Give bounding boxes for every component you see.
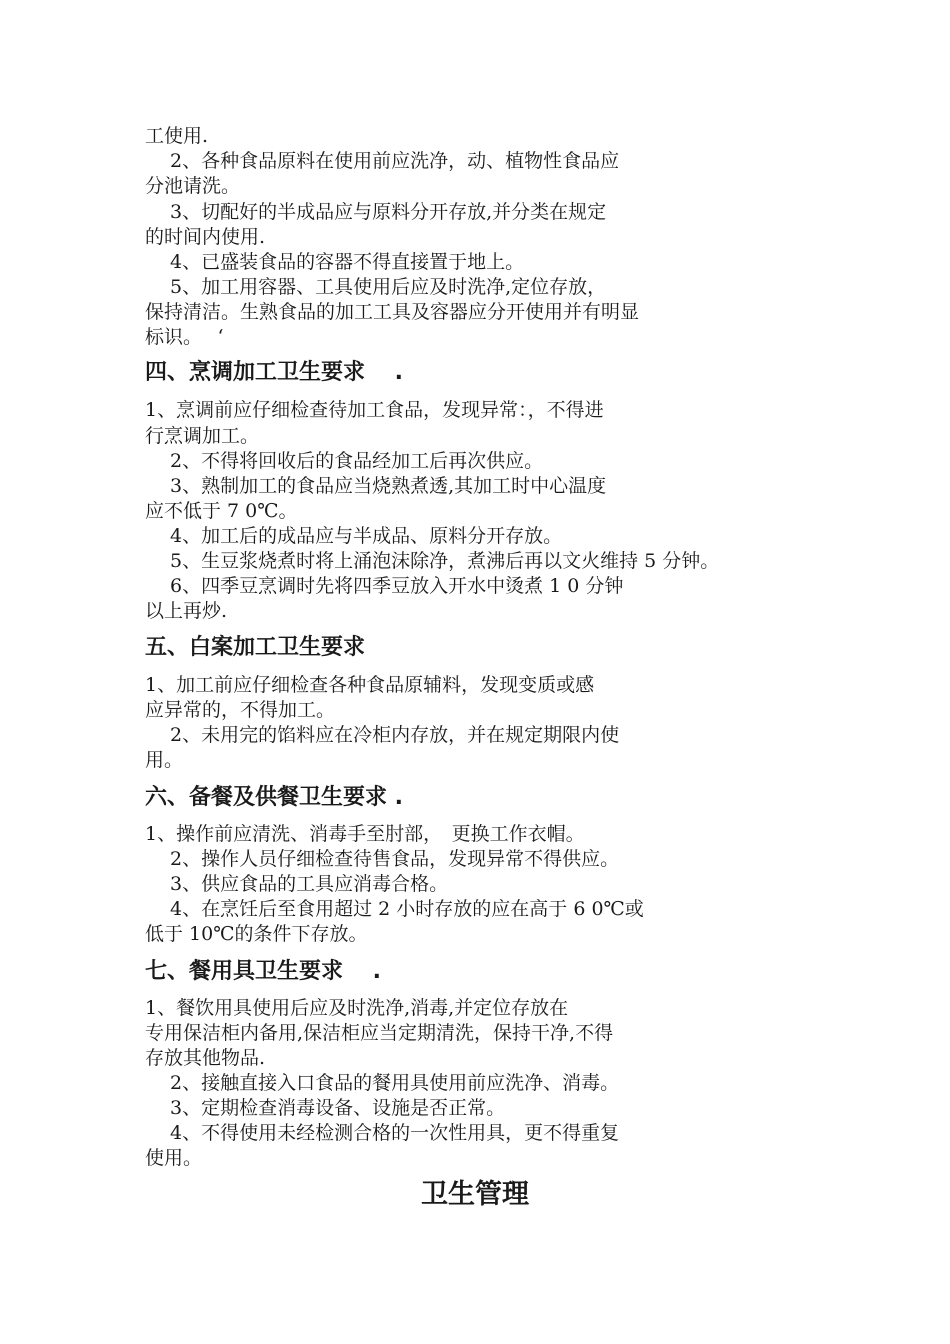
body-line: 2、不得将回收后的食品经加工后再次供应。	[145, 450, 544, 472]
body-line: 5、加工用容器、工具使用后应及时洗净,定位存放，	[145, 276, 607, 298]
body-line: 专用保洁柜内备用,保洁柜应当定期清洗，保持干净,不得	[145, 1022, 614, 1044]
body-line: 6、四季豆烹调时先将四季豆放入开水中烫煮 1 0 分钟	[145, 575, 624, 597]
page-title: 卫生管理	[421, 1179, 529, 1210]
body-line: 4、在烹饪后至食用超过 2 小时存放的应在高于 6 0℃或	[145, 898, 644, 920]
body-line: 4、不得使用未经检测合格的一次性用具，更不得重复	[145, 1122, 620, 1144]
body-line: 1、加工前应仔细检查各种食品原辅料，发现变质或感	[145, 674, 595, 696]
body-line: 5、生豆浆烧煮时将上涌泡沫除净，煮沸后再以文火维持 5 分钟。	[145, 550, 720, 572]
body-line: 应不低于 7 0℃。	[145, 500, 298, 522]
body-line: 2、操作人员仔细检查待售食品，发现异常不得供应。	[145, 848, 620, 870]
body-line: 以上再炒.	[145, 600, 228, 622]
body-line: 4、已盛装食品的容器不得直接置于地上。	[145, 251, 525, 273]
body-line: 4、加工后的成品应与半成品、原料分开存放。	[145, 525, 563, 547]
body-line: 应异常的，不得加工。	[145, 699, 336, 721]
body-line: 2、各种食品原料在使用前应洗净，动、植物性食品应	[145, 150, 620, 172]
body-line: 用。	[145, 749, 184, 771]
body-line: 2、未用完的馅料应在冷柜内存放，并在规定期限内使	[145, 724, 620, 746]
body-line: 行烹调加工。	[145, 425, 260, 447]
body-line: 2、接触直接入口食品的餐用具使用前应洗净、消毒。	[145, 1072, 620, 1094]
body-line: 保持清洁。生熟食品的加工工具及容器应分开使用并有明显	[145, 301, 640, 323]
body-line: 低于 10℃的条件下存放。	[145, 923, 368, 945]
body-line: 标识。 ‘	[145, 326, 224, 348]
body-line: 存放其他物品.	[145, 1047, 266, 1069]
body-line: 3、定期检查消毒设备、设施是否正常。	[145, 1097, 506, 1119]
body-line: 1、烹调前应仔细检查待加工食品，发现异常：，不得进	[145, 399, 604, 421]
body-line: 使用。	[145, 1147, 203, 1169]
section-heading-6: 六、备餐及供餐卫生要求 .	[145, 785, 404, 810]
body-line: 的时间内使用.	[145, 226, 266, 248]
section-heading-5: 五、白案加工卫生要求	[145, 635, 366, 660]
section-heading-4: 四、烹调加工卫生要求 .	[145, 360, 404, 385]
section-heading-7: 七、餐用具卫生要求 .	[145, 959, 382, 984]
body-line: 分池请洗。	[145, 175, 241, 197]
body-line: 1、餐饮用具使用后应及时洗净,消毒,并定位存放在	[145, 997, 569, 1019]
body-line: 3、熟制加工的食品应当烧熟煮透,其加工时中心温度	[145, 475, 607, 497]
body-line: 3、切配好的半成品应与原料分开存放,并分类在规定	[145, 201, 607, 223]
body-line: 3、供应食品的工具应消毒合格。	[145, 873, 449, 895]
body-line: 工使用.	[145, 125, 209, 147]
body-line: 1、操作前应清洗、消毒手至肘部， 更换工作衣帽。	[145, 823, 585, 845]
